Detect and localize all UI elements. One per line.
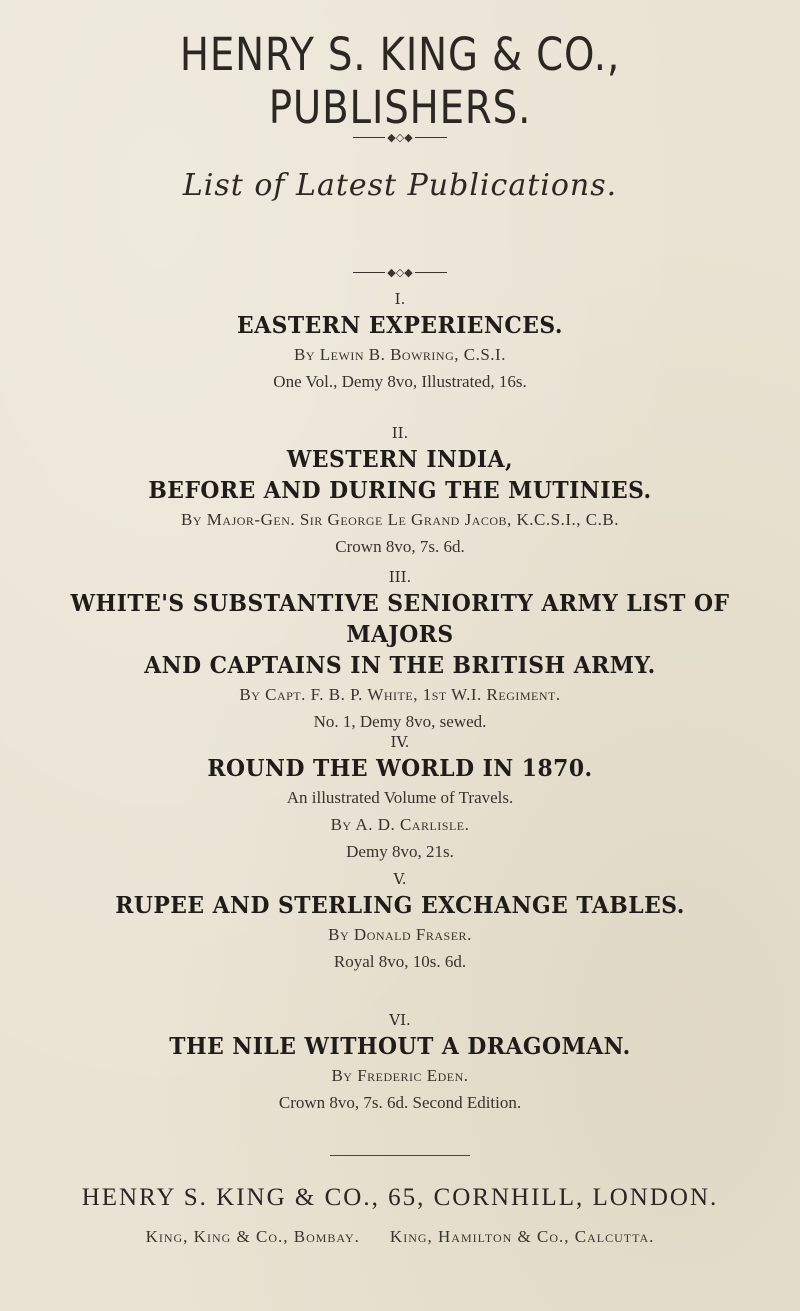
entry-details: Royal 8vo, 10s. 6d. [333, 952, 467, 971]
entry-author: By Capt. F. B. P. White, 1st W.I. Regiment. [239, 685, 561, 704]
ornament-divider-bottom [0, 265, 800, 279]
entry-numeral: I. [394, 290, 406, 308]
entry-title: BEFORE AND DURING THE MUTINIES. [148, 477, 652, 504]
entry-details: Demy 8vo, 21s. [346, 842, 454, 861]
publisher-header: HENRY S. KING & CO., PUBLISHERS. [179, 28, 621, 134]
entry-title: THE NILE WITHOUT A DRAGOMAN. [169, 1033, 631, 1060]
entry-details: Crown 8vo, 7s. 6d. Second Edition. [278, 1093, 522, 1112]
publication-entry-6 [0, 1011, 800, 1116]
ornament-divider-top [0, 130, 800, 144]
entry-numeral: III. [388, 568, 412, 586]
entry-title: AND CAPTAINS IN THE BRITISH ARMY. [144, 652, 656, 679]
publication-entry-4 [0, 733, 800, 865]
publication-entry-1 [0, 290, 800, 395]
entry-details: One Vol., Demy 8vo, Illustrated, 16s. [273, 372, 527, 391]
entry-author: By Frederic Eden. [331, 1066, 469, 1085]
publication-entry-2 [0, 424, 800, 560]
entry-details: Crown 8vo, 7s. 6d. [335, 537, 465, 556]
entry-numeral: II. [391, 424, 409, 442]
list-subtitle: List of Latest Publications. [182, 168, 618, 203]
diamond-ornament-icon: ◆◇◆ [387, 265, 413, 279]
publication-entry-5 [0, 870, 800, 975]
entry-author: By Donald Fraser. [328, 925, 472, 944]
entry-title: RUPEE AND STERLING EXCHANGE TABLES. [115, 892, 685, 919]
entry-author: By Lewin B. Bowring, C.S.I. [294, 345, 506, 364]
entry-author: By Major-Gen. Sir George Le Grand Jacob, K.C.S.I., C.B. [181, 510, 619, 529]
entry-author: By A. D. Carlisle. [330, 815, 470, 834]
publisher-address: HENRY S. KING & CO., 65, CORNHILL, LONDON. [81, 1184, 719, 1211]
entry-numeral: IV. [390, 733, 410, 751]
footer-rule [330, 1155, 470, 1156]
branch-offices [0, 1227, 800, 1247]
entry-numeral: VI. [389, 1011, 411, 1029]
entry-details: No. 1, Demy 8vo, sewed. [313, 712, 487, 731]
entry-title: EASTERN EXPERIENCES. [237, 312, 563, 339]
entry-title: WESTERN INDIA, [286, 446, 514, 473]
entry-description: An illustrated Volume of Travels. [286, 788, 514, 807]
diamond-ornament-icon: ◆◇◆ [387, 130, 413, 144]
entry-numeral: V. [393, 870, 407, 888]
publication-entry-3 [0, 568, 800, 735]
entry-title: WHITE'S SUBSTANTIVE SENIORITY ARMY LIST OF MAJORS [70, 590, 730, 648]
entry-title: ROUND THE WORLD IN 1870. [207, 755, 593, 782]
branch-bombay: King, King & Co., Bombay. [145, 1227, 360, 1246]
branch-calcutta: King, Hamilton & Co., Calcutta. [389, 1227, 655, 1246]
